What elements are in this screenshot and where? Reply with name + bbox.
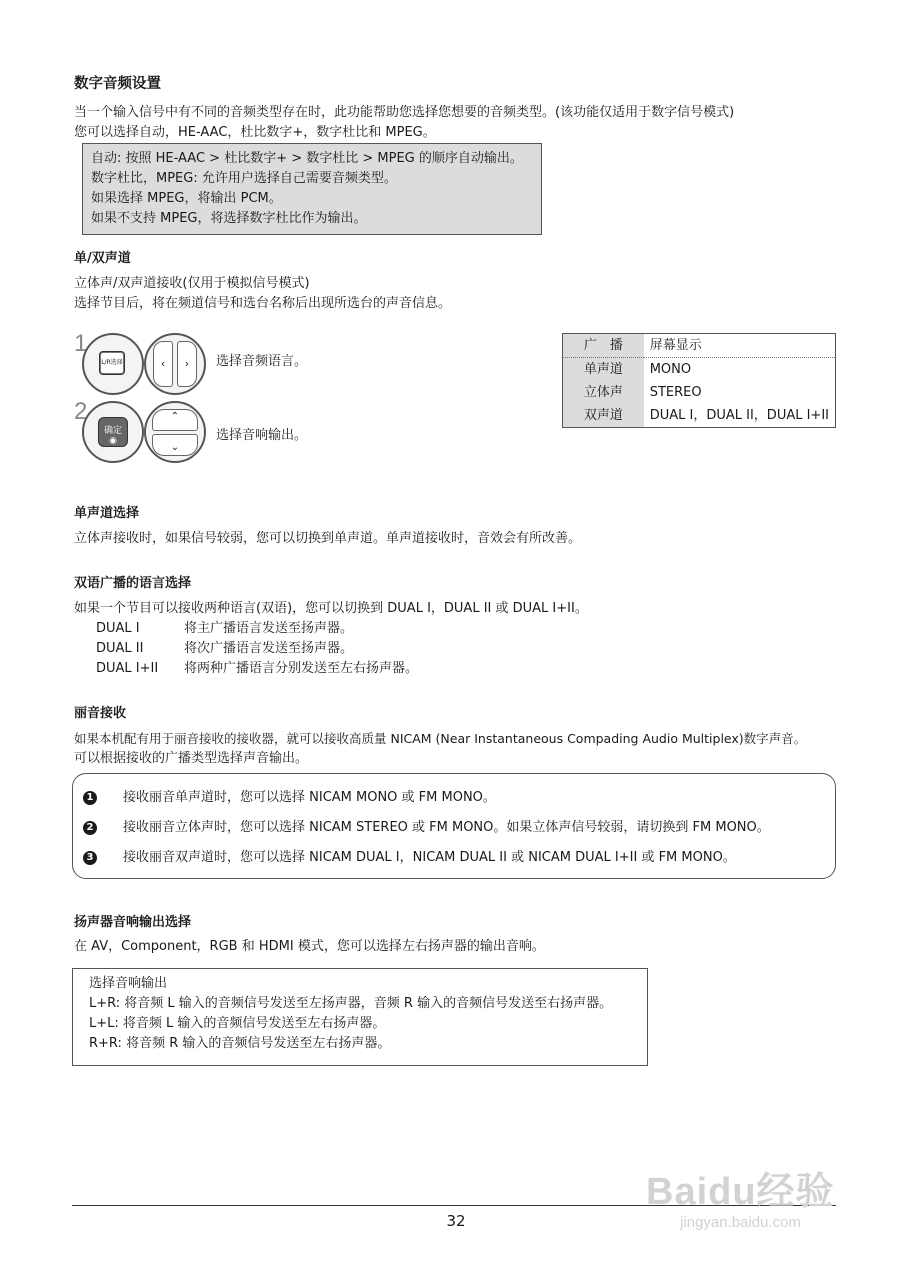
mono-dual-line-1: 立体声/双声道接收(仅用于模拟信号模式) <box>74 276 310 291</box>
section-heading-speaker: 扬声器音响输出选择 <box>74 915 192 930</box>
mono-select-text: 立体声接收时，如果信号较弱，您可以切换到单声道。单声道接收时，音效会有所改善。 <box>74 531 582 546</box>
table-header-cell: 广 播 <box>563 334 644 358</box>
number-badge-icon: 1 <box>83 791 97 805</box>
auto-box-line: 自动: 按照 HE-AAC > 杜比数字+ > 数字杜比 > MPEG 的顺序自动输出。 <box>91 151 523 166</box>
lr-select-icon: L/R选择 <box>101 353 123 373</box>
nicam-item <box>83 788 496 808</box>
nicam-line-1: 如果本机配有用于丽音接收的接收器，就可以接收高质量 NICAM (Near Instantaneous Compading Audio Multiplex)数字声音。 <box>74 731 807 746</box>
left-arrow-icon[interactable]: ‹ <box>153 341 173 387</box>
table-cell: STEREO <box>649 385 702 400</box>
number-badge-icon: 2 <box>83 821 97 835</box>
dual-item-label: DUAL I+II <box>96 661 159 676</box>
intro-line-1: 当一个输入信号中有不同的音频类型存在时，此功能帮助您选择您想要的音频类型。(该功能仅适用于数字信号模式) <box>74 105 735 120</box>
nicam-item <box>83 848 736 868</box>
table-header-row <box>563 334 836 358</box>
nicam-options-box <box>72 773 836 879</box>
baidu-watermark-url: jingyan.baidu.com <box>680 1214 801 1231</box>
auto-info-box <box>82 143 542 235</box>
right-arrow-icon[interactable]: › <box>177 341 197 387</box>
auto-box-line: 如果不支持 MPEG，将选择数字杜比作为输出。 <box>91 211 367 226</box>
down-arrow-icon[interactable]: ⌄ <box>152 434 198 456</box>
page-number: 32 <box>446 1212 466 1230</box>
table-header-cell: 屏幕显示 <box>644 334 836 358</box>
page-title: 数字音频设置 <box>74 76 161 92</box>
nicam-line-2: 可以根据接收的广播类型选择声音输出。 <box>74 751 309 766</box>
dual-item-label: DUAL II <box>96 641 144 656</box>
dual-item-desc: 将主广播语言发送至扬声器。 <box>184 621 354 636</box>
section-heading-mono-dual: 单/双声道 <box>74 251 131 266</box>
step-2-text: 选择音响输出。 <box>216 428 308 443</box>
speaker-options-box <box>72 968 648 1066</box>
nicam-item-text: 接收丽音单声道时，您可以选择 NICAM MONO 或 FM MONO。 <box>123 790 496 805</box>
table-cell: DUAL I，DUAL II，DUAL I+II <box>649 408 829 423</box>
lr-select-button[interactable] <box>82 333 144 395</box>
speaker-box-line: 选择音响输出 <box>89 976 168 991</box>
table-row <box>563 381 836 404</box>
nicam-item-text: 接收丽音立体声时，您可以选择 NICAM STEREO 或 FM MONO。如果立体声信号较弱，请切换到 FM MONO。 <box>123 820 770 835</box>
table-cell: 立体声 <box>563 381 644 404</box>
dual-lang-text: 如果一个节目可以接收两种语言(双语)，您可以切换到 DUAL I，DUAL II 或 DUAL I+II。 <box>74 601 588 616</box>
table-cell: MONO <box>649 362 692 377</box>
nicam-item-text: 接收丽音双声道时，您可以选择 NICAM DUAL I，NICAM DUAL II 或 NICAM DUAL I+II 或 FM MONO。 <box>123 850 736 865</box>
channel-table <box>562 333 836 428</box>
step-number: 2 <box>74 398 88 425</box>
intro-line-2: 您可以选择自动，HE-AAC，杜比数字+，数字杜比和 MPEG。 <box>74 125 436 140</box>
table-cell: 单声道 <box>563 358 644 382</box>
dual-item-desc: 将次广播语言发送至扬声器。 <box>184 641 354 656</box>
up-arrow-icon[interactable]: ⌃ <box>152 409 198 431</box>
section-heading-mono-select: 单声道选择 <box>74 506 140 521</box>
auto-box-line: 数字杜比，MPEG: 允许用户选择自己需要音频类型。 <box>91 171 397 186</box>
speaker-box-line: L+R: 将音频 L 输入的音频信号发送至左扬声器，音频 R 输入的音频信号发送至右扬声器。 <box>89 996 613 1011</box>
step-1-text: 选择音频语言。 <box>216 354 308 369</box>
section-heading-dual-lang: 双语广播的语言选择 <box>74 576 192 591</box>
section-heading-nicam: 丽音接收 <box>74 706 127 721</box>
speaker-box-line: L+L: 将音频 L 输入的音频信号发送至左右扬声器。 <box>89 1016 386 1031</box>
table-row <box>563 404 836 428</box>
speaker-box-line: R+R: 将音频 R 输入的音频信号发送至左右扬声器。 <box>89 1036 391 1051</box>
dual-item-label: DUAL I <box>96 621 140 636</box>
number-badge-icon: 3 <box>83 851 97 865</box>
auto-box-line: 如果选择 MPEG，将输出 PCM。 <box>91 191 282 206</box>
up-down-buttons[interactable] <box>144 401 206 463</box>
speaker-text: 在 AV，Component，RGB 和 HDMI 模式，您可以选择左右扬声器的输出音响。 <box>74 939 545 954</box>
dual-item-desc: 将两种广播语言分别发送至左右扬声器。 <box>184 661 419 676</box>
nicam-item <box>83 818 770 838</box>
ok-button[interactable] <box>82 401 144 463</box>
step-number: 1 <box>74 330 88 357</box>
ok-button-label: 确定 <box>103 426 122 436</box>
left-right-buttons[interactable] <box>144 333 206 395</box>
table-row <box>563 358 836 382</box>
dot-icon: ◉ <box>109 436 117 446</box>
mono-dual-line-2: 选择节目后，将在频道信号和选台名称后出现所选台的声音信息。 <box>74 296 452 311</box>
baidu-watermark-logo: Baidu经验 <box>646 1171 835 1213</box>
table-cell: 双声道 <box>563 404 644 428</box>
